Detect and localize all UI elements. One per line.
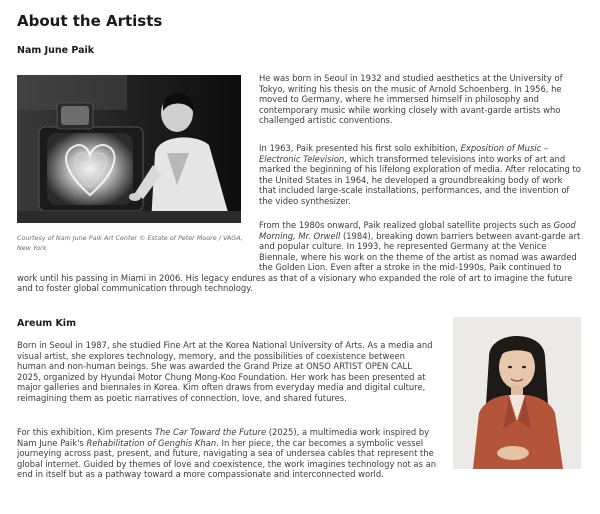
paik-paragraph-3-spacer	[17, 220, 259, 266]
kim-p2-text-b: (2025), a multimedia work inspired by Nam June Paik's	[17, 427, 430, 448]
paik-photo-illustration	[17, 75, 241, 223]
kim-portrait-illustration	[453, 317, 581, 469]
kim-p2-work-title: The Car Toward the Future	[154, 427, 267, 437]
paik-p3-text-b: (1984), breaking down barriers between avant-garde art and popular culture. In 1993, he represented Germany at the Venice Biennale, where his work on the theme of the artist as nomad was awarded the Golden Lion. Even after a stroke in the mid-1990s, Paik continued to work until his passing in Miami in 2006. His legacy endures as that of a visionary who expanded the role of art to imagine the future and to foster global communication through technology.	[17, 230, 581, 293]
paik-p2-text-b: , which transformed televisions into works of art and marked the beginning of his lifelong exploration of media. After relocating to the United States in 1964, he developed a groundbreaking body of work that included large-scale installations, performances, and the invention of the video synthesizer.	[259, 153, 581, 206]
kim-p2-work-title-2: Rehabilitation of Genghis Khan	[86, 437, 217, 448]
kim-p2-text-a: For this exhibition, Kim presents	[17, 427, 155, 437]
kim-p2-text-c: . In her piece, the car becomes a symbolic vessel journeying across past, present, and future, navigating a sea of undersea cables that represent the global internet. Guided by themes of love and coexistence, the work imagines technology not as an end in itself but as a pathway toward a more compassionate and interconnected world.	[17, 437, 437, 479]
paik-photo-caption: Courtesy of Nam June Paik Art Center © Estate of Peter Moore / VAGA, New York	[17, 234, 243, 252]
paik-p3-work-title: Good Morning, Mr. Orwell	[259, 220, 576, 241]
paik-paragraph-3-wrapper	[17, 220, 583, 294]
kim-paragraph-2	[17, 427, 437, 480]
artist-name-paik: Nam June Paik	[17, 45, 95, 56]
page-title: About the Artists	[17, 12, 163, 30]
paik-p3-text-a: From the 1980s onward, Paik realized global satellite projects such as	[259, 220, 554, 230]
kim-photo	[453, 317, 581, 469]
paik-p2-work-title: Exposition of Music – Electronic Television	[259, 143, 549, 164]
paik-paragraph-2	[259, 143, 581, 206]
paik-paragraph-1: He was born in Seoul in 1932 and studied aesthetics at the University of Tokyo, writing his thesis on the music of Arnold Schoenberg. In 1956, he moved to Germany, where he immersed himself in philosophy and contemporary music while working closely with avant-garde artists who challenged artistic conventions.	[259, 73, 563, 125]
paik-p2-text-a: In 1963, Paik presented his first solo exhibition,	[259, 143, 461, 153]
kim-paragraph-1: Born in Seoul in 1987, she studied Fine Art at the Korea National University of Arts. As a media and visual artist, she explores technology, memory, and the possibilities of coexistence between human and non-human beings. She was awarded the Grand Prize at ONSO ARTIST OPEN CALL 2025, organized by Hyundai Motor Chung Mong-Koo Foundation. Her work has been presented at major galleries and biennales in Korea. Kim often draws from everyday media and digital culture, reimagining them as poetic narratives of connection, love, and shared futures.	[17, 340, 433, 403]
artist-name-kim: Areum Kim	[17, 318, 76, 329]
paik-photo	[17, 75, 241, 223]
